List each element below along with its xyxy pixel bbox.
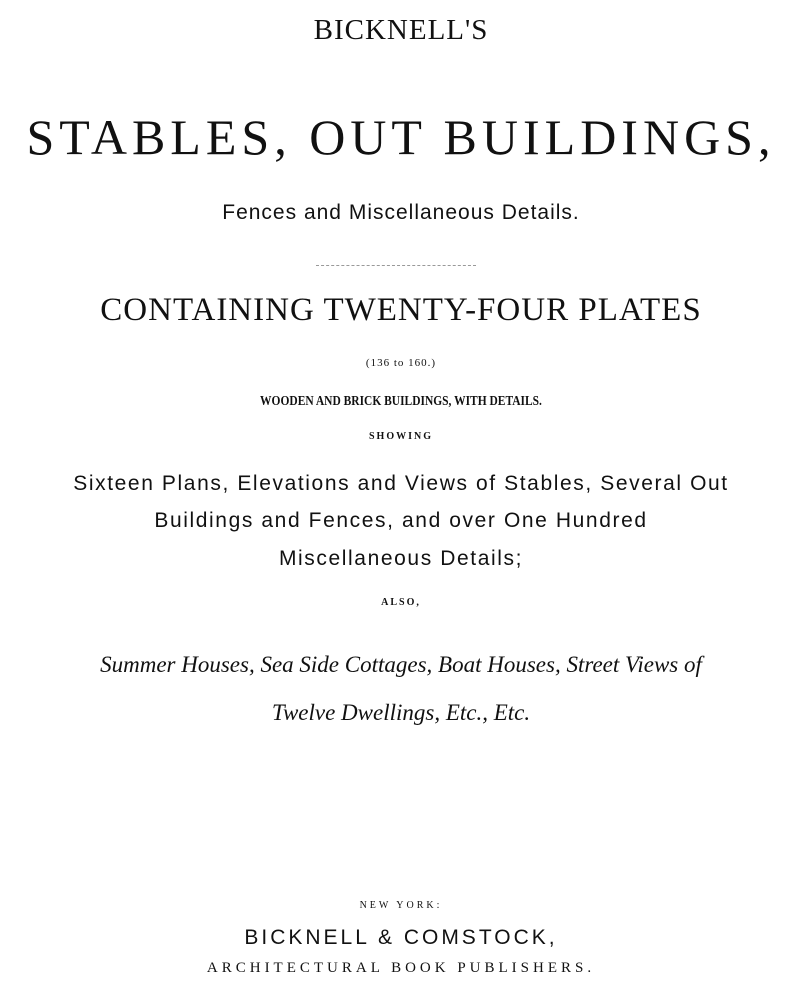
publisher-tagline: ARCHITECTURAL BOOK PUBLISHERS. (206, 960, 596, 976)
decorative-rule (316, 265, 476, 266)
publisher-name: BICKNELL & COMSTOCK, (244, 926, 558, 949)
book-subtitle: Fences and Miscellaneous Details. (222, 201, 580, 224)
extra-contents-line: Summer Houses, Sea Side Cottages, Boat Houses, Street Views of (100, 652, 702, 677)
plate-range: (136 to 160.) (365, 357, 437, 369)
description-line: Sixteen Plans, Elevations and Views of Stables, Several Out (73, 472, 729, 495)
description-line: Miscellaneous Details; (278, 547, 524, 570)
description-line: Buildings and Fences, and over One Hundred (154, 509, 648, 532)
also-label: ALSO, (381, 597, 421, 608)
author-name: BICKNELL'S (313, 14, 489, 46)
plates-heading: CONTAINING TWENTY-FOUR PLATES (100, 292, 702, 328)
publication-place: NEW YORK: (359, 900, 443, 911)
extra-contents-line: Twelve Dwellings, Etc., Etc. (271, 700, 531, 725)
book-title: STABLES, OUT BUILDINGS, (26, 109, 776, 165)
showing-label: SHOWING (368, 431, 433, 442)
content-type: WOODEN AND BRICK BUILDINGS, WITH DETAILS. (260, 394, 542, 409)
